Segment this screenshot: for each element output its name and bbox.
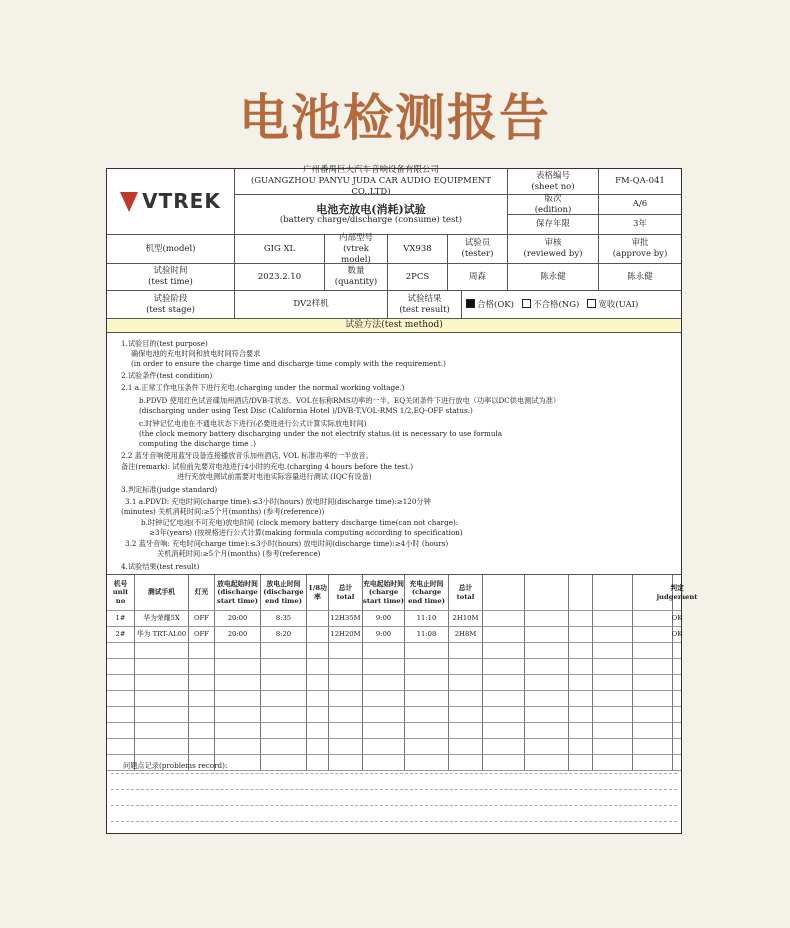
- table-cell: 9:00: [363, 611, 405, 627]
- table-header-cell: 放电起始时间 (discharge start time): [215, 575, 261, 611]
- table-cell: [261, 659, 307, 675]
- company-logo: [107, 169, 235, 235]
- table-cell: [261, 675, 307, 691]
- tester-value: 周森: [448, 264, 508, 291]
- checked-box-icon: [466, 299, 475, 308]
- table-cell: [307, 691, 329, 707]
- report-sheet: [106, 165, 698, 834]
- table-cell: [525, 691, 569, 707]
- table-cell: [261, 691, 307, 707]
- table-cell: [329, 723, 363, 739]
- table-cell: 8:20: [261, 627, 307, 643]
- table-cell: [525, 611, 569, 627]
- table-header-cell: [569, 575, 593, 611]
- quantity-value: 2PCS: [388, 264, 448, 291]
- table-cell: [593, 739, 633, 755]
- table-cell: [363, 723, 405, 739]
- method-line: computing the discharge time .): [139, 439, 256, 448]
- table-cell: [329, 707, 363, 723]
- table-cell: [329, 739, 363, 755]
- table-cell: [525, 659, 569, 675]
- table-cell: [329, 691, 363, 707]
- time-label: [107, 264, 235, 291]
- table-cell: [189, 723, 215, 739]
- table-cell: 20:00: [215, 627, 261, 643]
- table-cell: [329, 643, 363, 659]
- table-cell: [215, 659, 261, 675]
- table-header-cell: 充电起始时间 (charge start time): [363, 575, 405, 611]
- table-cell: [405, 675, 449, 691]
- table-cell: [633, 643, 673, 659]
- method-line: 3.判定标准(judge standard): [121, 485, 218, 494]
- table-cell: [633, 611, 673, 627]
- method-line: ≥3年(years) (按规格进行公式计算(making formula computing according to specification): [149, 528, 463, 537]
- internal-model-label-1: 内部型号: [338, 232, 373, 243]
- method-line: 进行充放电测试前需要对电池实际容量进行测试 (IQC有设备): [177, 472, 372, 481]
- table-cell: [363, 707, 405, 723]
- table-cell: [363, 691, 405, 707]
- table-cell: [483, 707, 525, 723]
- table-cell: [483, 675, 525, 691]
- table-cell: [215, 691, 261, 707]
- table-cell: 9:00: [363, 627, 405, 643]
- table-cell: 2#: [107, 627, 135, 643]
- table-cell: [633, 723, 673, 739]
- table-cell: [569, 723, 593, 739]
- internal-model-label-3: model): [341, 254, 371, 265]
- result-ok-option[interactable]: [466, 299, 514, 311]
- table-cell: [329, 675, 363, 691]
- method-line: 1.试验目的(test purpose): [121, 339, 208, 348]
- table-cell: OFF: [189, 627, 215, 643]
- table-cell: [189, 691, 215, 707]
- logo-text: VTREK: [142, 189, 221, 213]
- table-cell: [405, 691, 449, 707]
- edition-label-en: (edition): [534, 204, 572, 215]
- page-title: 电池检测报告: [239, 89, 551, 147]
- table-cell: [525, 723, 569, 739]
- stage-label-en: (test stage): [146, 304, 195, 315]
- method-line: (discharging under using Test Disc (California Hotel )/DVB-T,VOL-RMS 1/2,EQ-OFF status.): [139, 406, 473, 415]
- table-cell: [525, 675, 569, 691]
- table-cell: [449, 659, 483, 675]
- table-cell: [363, 643, 405, 659]
- table-cell: [449, 643, 483, 659]
- table-cell: [215, 723, 261, 739]
- table-cell: [569, 707, 593, 723]
- result-ng-option[interactable]: [522, 299, 579, 311]
- table-cell: [307, 707, 329, 723]
- dashed-line: [111, 773, 677, 774]
- table-cell: 11:10: [405, 611, 449, 627]
- tester-label-en: (tester): [461, 249, 494, 259]
- stage-label-cn: 试验阶段: [153, 293, 188, 304]
- approver-value: 陈永健: [599, 264, 681, 291]
- table-cell: [483, 691, 525, 707]
- quantity-label-en: (quantity): [334, 277, 378, 287]
- table-header-cell: [483, 575, 525, 611]
- table-header-cell: 总计 total: [329, 575, 363, 611]
- table-cell: [405, 723, 449, 739]
- result-ng-label: 不合格(NG): [532, 299, 580, 310]
- quantity-label-cn: 数量: [347, 266, 365, 276]
- table-cell: [593, 611, 633, 627]
- problems-label: 问题点记录(problems record):: [123, 761, 228, 770]
- stage-label: [107, 291, 235, 319]
- table-cell: [307, 739, 329, 755]
- table-cell: [483, 723, 525, 739]
- result-label-cn: 试验结果: [407, 293, 442, 304]
- table-cell: [569, 739, 593, 755]
- company-name-cn: 广州番禺巨大汽车音响设备有限公司: [302, 165, 439, 175]
- table-cell: [673, 675, 681, 691]
- table-cell: [107, 707, 135, 723]
- table-cell: 20:00: [215, 611, 261, 627]
- reviewer-value: 陈永健: [508, 264, 599, 291]
- table-cell: [593, 675, 633, 691]
- table-cell: [483, 643, 525, 659]
- table-cell: [673, 707, 681, 723]
- result-ok-label: 合格(OK): [477, 299, 514, 310]
- form-no-value: FM-QA-041: [599, 169, 681, 195]
- table-cell: [449, 739, 483, 755]
- table-cell: OK: [673, 627, 681, 643]
- method-title-bar: 试验方法(test method): [107, 319, 681, 333]
- time-value: 2023.2.10: [235, 264, 325, 291]
- table-cell: [307, 675, 329, 691]
- table-cell: OK: [673, 611, 681, 627]
- method-section: [107, 333, 681, 575]
- table-cell: [405, 707, 449, 723]
- table-cell: [633, 675, 673, 691]
- dashed-line: [111, 789, 677, 790]
- table-cell: 8:35: [261, 611, 307, 627]
- table-cell: [525, 627, 569, 643]
- table-cell: [189, 643, 215, 659]
- table-cell: [449, 675, 483, 691]
- table-cell: [135, 659, 189, 675]
- table-cell: 2H8M: [449, 627, 483, 643]
- table-cell: [449, 707, 483, 723]
- form-no-label-cn: 表格编号: [535, 170, 570, 181]
- table-cell: [593, 627, 633, 643]
- table-cell: [189, 707, 215, 723]
- table-cell: [405, 643, 449, 659]
- table-cell: [633, 707, 673, 723]
- vtrek-logo-icon: [120, 192, 138, 212]
- table-cell: [525, 643, 569, 659]
- table-cell: [363, 739, 405, 755]
- table-cell: [449, 691, 483, 707]
- table-header-cell: 灯光: [189, 575, 215, 611]
- table-cell: [215, 707, 261, 723]
- table-cell: [449, 723, 483, 739]
- method-line: (in order to ensure the charge time and discharge time comply with the requirement.): [131, 359, 446, 368]
- table-cell: [633, 739, 673, 755]
- model-value: GIG XL: [235, 235, 325, 264]
- table-cell: [673, 723, 681, 739]
- method-line: 备注(remark): 试验前先要对电池进行4小时的充电.(charging 4 hours before the test.): [121, 462, 414, 471]
- table-cell: [135, 691, 189, 707]
- table-header-cell: 充电止时间 (charge end time): [405, 575, 449, 611]
- table-cell: [673, 643, 681, 659]
- table-cell: [593, 723, 633, 739]
- table-cell: [483, 627, 525, 643]
- table-cell: [405, 659, 449, 675]
- test-title: [235, 195, 508, 235]
- dashed-line: [111, 805, 677, 806]
- table-cell: [673, 739, 681, 755]
- time-label-cn: 试验时间: [153, 266, 188, 276]
- model-label: 机型(model): [107, 235, 235, 264]
- table-cell: 华为荣耀5X: [135, 611, 189, 627]
- table-cell: [135, 723, 189, 739]
- table-cell: [593, 643, 633, 659]
- table-cell: [107, 739, 135, 755]
- table-cell: [633, 691, 673, 707]
- result-options: [462, 291, 681, 319]
- method-line: 关机消耗时间:≥5个月(months) (参考(reference): [157, 549, 321, 558]
- table-header-cell: 判定 judgement: [673, 575, 681, 611]
- table-cell: [569, 691, 593, 707]
- table-cell: [569, 675, 593, 691]
- table-cell: [525, 739, 569, 755]
- table-header-cell: [593, 575, 633, 611]
- table-cell: [307, 611, 329, 627]
- table-cell: [135, 675, 189, 691]
- table-header-cell: [525, 575, 569, 611]
- result-label: [388, 291, 462, 319]
- table-cell: [107, 643, 135, 659]
- method-line: 3.1 a.PDVD: 充电时间(charge time):≤3小时(hours) 放电时间(discharge time):≥120分钟: [125, 497, 431, 506]
- table-cell: [307, 723, 329, 739]
- quantity-label: [325, 264, 388, 291]
- edition-label: [508, 195, 599, 215]
- method-line: (the clock memory battery discharging under the not electrify status.(it is necessary to use formula: [139, 429, 503, 438]
- retention-value: 3年: [599, 215, 681, 235]
- method-line: b.时钟记忆电池(不可充电)放电时间 (clock memory battery discharge time(can not charge):: [141, 518, 459, 527]
- method-line: c.时钟记忆电池在不通电状态下进行(必要进进行公式计算实际放电时间): [139, 419, 367, 428]
- table-cell: [483, 739, 525, 755]
- table-cell: [189, 675, 215, 691]
- form-no-label: [508, 169, 599, 195]
- table-cell: [569, 627, 593, 643]
- unchecked-box-icon: [587, 299, 596, 308]
- table-cell: [673, 659, 681, 675]
- approver-label-cn: 审批: [631, 238, 649, 248]
- method-line: 2.2 蓝牙音响使用蓝牙设备连接播放音乐加州酒店, VOL 标准功率的一半放音。: [121, 451, 373, 460]
- table-cell: [189, 739, 215, 755]
- unchecked-box-icon: [522, 299, 531, 308]
- table-cell: [569, 611, 593, 627]
- table-cell: [261, 707, 307, 723]
- table-header-cell: 测试手机: [135, 575, 189, 611]
- table-cell: [215, 643, 261, 659]
- table-cell: [135, 739, 189, 755]
- retention-label: 保存年限: [508, 215, 599, 235]
- table-cell: 11:08: [405, 627, 449, 643]
- method-line: (minutes) 关机消耗时间:≥5个月(months) (参考(reference)): [121, 507, 325, 516]
- table-cell: OFF: [189, 611, 215, 627]
- table-cell: [569, 659, 593, 675]
- method-line: 确保电池的充电时间和放电时间符合要求: [131, 349, 261, 358]
- edition-label-cn: 版次: [544, 193, 562, 204]
- edition-value: A/6: [599, 195, 681, 215]
- result-uai-option[interactable]: [587, 299, 638, 311]
- result-uai-label: 宽收(UAI): [598, 299, 639, 310]
- table-cell: [189, 659, 215, 675]
- test-title-en: (battery charge/discharge (consume) test): [279, 214, 463, 225]
- reviewer-label-en: (reviewed by): [523, 249, 583, 259]
- table-cell: 1#: [107, 611, 135, 627]
- form-no-label-en: (sheet no): [531, 181, 575, 192]
- table-cell: [215, 675, 261, 691]
- approver-label: [599, 235, 681, 264]
- table-cell: [135, 643, 189, 659]
- table-header-cell: 总计 total: [449, 575, 483, 611]
- table-cell: [363, 675, 405, 691]
- table-cell: [215, 739, 261, 755]
- table-cell: [525, 707, 569, 723]
- method-line: b.PDVD 使用红色试音碟加州酒店/DVB-T状态、VOL在标称RMS功率的一半、EQ关闭条件下进行放电（功率以DC供电测试为准）: [139, 396, 561, 405]
- table-cell: [307, 627, 329, 643]
- internal-model-label: [325, 232, 388, 265]
- table-cell: [363, 659, 405, 675]
- tester-label-cn: 试验员: [464, 238, 491, 248]
- table-cell: [593, 691, 633, 707]
- company-name-en: (GUANGZHOU PANYU JUDA CAR AUDIO EQUIPMENT CO.,LTD): [250, 176, 492, 197]
- company-name: [235, 165, 508, 197]
- table-header-cell: 机号 unit no: [107, 575, 135, 611]
- table-cell: [107, 723, 135, 739]
- table-cell: [633, 659, 673, 675]
- reviewer-label-cn: 审核: [544, 238, 562, 248]
- table-cell: [569, 643, 593, 659]
- table-cell: [261, 739, 307, 755]
- tester-label: [448, 235, 508, 264]
- table-cell: 12H35M: [329, 611, 363, 627]
- method-line: 2.试验条件(test condition): [121, 371, 213, 380]
- table-cell: [593, 659, 633, 675]
- table-header-cell: 放电止时间 (discharge end time): [261, 575, 307, 611]
- table-cell: [633, 627, 673, 643]
- method-line: 4.试验结果(test result): [121, 562, 200, 571]
- table-cell: [307, 643, 329, 659]
- stage-value: DV2样机: [235, 291, 388, 319]
- internal-model-value: VX938: [388, 235, 448, 264]
- table-cell: [673, 691, 681, 707]
- dashed-line: [111, 821, 677, 822]
- table-cell: [261, 643, 307, 659]
- test-title-cn: 电池充放电(消耗)试验: [316, 202, 426, 216]
- table-cell: [107, 659, 135, 675]
- problems-section: [107, 755, 681, 833]
- table-cell: [307, 659, 329, 675]
- internal-model-label-2: (vtrek: [343, 243, 369, 254]
- table-cell: [593, 707, 633, 723]
- table-cell: [483, 659, 525, 675]
- table-header-cell: 1/8功率: [307, 575, 329, 611]
- table-cell: 2H10M: [449, 611, 483, 627]
- table-cell: [405, 739, 449, 755]
- result-label-en: (test result): [399, 304, 450, 315]
- method-line: 3.2 蓝牙音响: 充电时间charge time):≤3小时(hours) 放电时间(discharge time):≥4小时 (hours): [125, 539, 449, 548]
- method-line: 2.1 a.正常工作电压条件下进行充电.(charging under the normal working voltage.): [121, 383, 405, 392]
- table-cell: [107, 675, 135, 691]
- time-label-en: (test time): [148, 277, 193, 287]
- approver-label-en: (approve by): [612, 249, 668, 259]
- table-cell: [329, 659, 363, 675]
- table-cell: 12H20M: [329, 627, 363, 643]
- table-cell: [135, 707, 189, 723]
- table-cell: 华为 TRT-AL00: [135, 627, 189, 643]
- table-cell: [261, 723, 307, 739]
- table-cell: [483, 611, 525, 627]
- table-cell: [107, 691, 135, 707]
- reviewer-label: [508, 235, 599, 264]
